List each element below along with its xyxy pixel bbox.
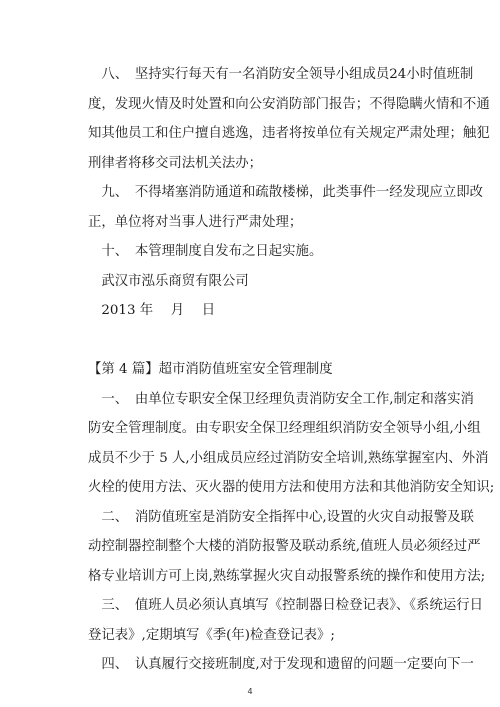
- paragraph-line: 一、 由单位专职安全保卫经理负责消防安全工作,制定和落实消: [88, 392, 474, 407]
- paragraph-line: 刑律者将移交司法机关法办；: [88, 156, 263, 171]
- paragraph-line: 度，发现火情及时处置和向公安消防部门报告；不得隐瞒火情和不通: [88, 97, 490, 112]
- page-number: 4: [247, 687, 253, 696]
- paragraph-line: 动控制器控制整个大楼的消防报警及联动系统,值班人员必须经过严: [88, 539, 481, 554]
- paragraph-line: 知其他员工和住户擅自逃逸，违者将按单位有关规定严肃处理；触犯: [88, 126, 490, 141]
- paragraph-line: 成员不少于 5 人,小组成员应经过消防安全培训,熟练掌握室内、外消: [88, 451, 489, 466]
- paragraph-line: 十、 本管理制度自发布之日起实施。: [88, 244, 323, 259]
- paragraph-line: 正，单位将对当事人进行严肃处理；: [88, 215, 303, 230]
- paragraph-line: 防安全管理制度。由专职安全保卫经理组织消防安全领导小组,小组: [88, 421, 481, 436]
- paragraph-line: 九、 不得堵塞消防通道和疏散楼梯，此类事件一经发现应立即改: [88, 185, 484, 200]
- company-name: 武汉市泓乐商贸有限公司: [88, 274, 249, 289]
- paragraph-line: 三、 值班人员必须认真填写《控制器日检登记表》、《系统运行日: [88, 598, 484, 613]
- section-heading: 【第 4 篇】超市消防值班室安全管理制度: [88, 362, 333, 377]
- paragraph-line: 火栓的使用方法、灭火器的使用方法和使用方法和其他消防安全知识;: [88, 480, 495, 495]
- paragraph-line: 格专业培训方可上岗,熟练掌握火灾自动报警系统的操作和使用方法;: [88, 569, 486, 584]
- date-line: 2013 年 月 日: [88, 303, 216, 318]
- paragraph-line: 四、 认真履行交接班制度,对于发现和遗留的问题一定要向下一: [88, 657, 474, 672]
- paragraph-line: 二、 消防值班室是消防安全指挥中心,设置的火灾自动报警及联: [88, 510, 474, 525]
- paragraph-line: 登记表》,定期填写《季(年)检查登记表》;: [88, 628, 335, 643]
- paragraph-line: 八、 坚持实行每天有一名消防安全领导小组成员24小时值班制: [88, 67, 474, 82]
